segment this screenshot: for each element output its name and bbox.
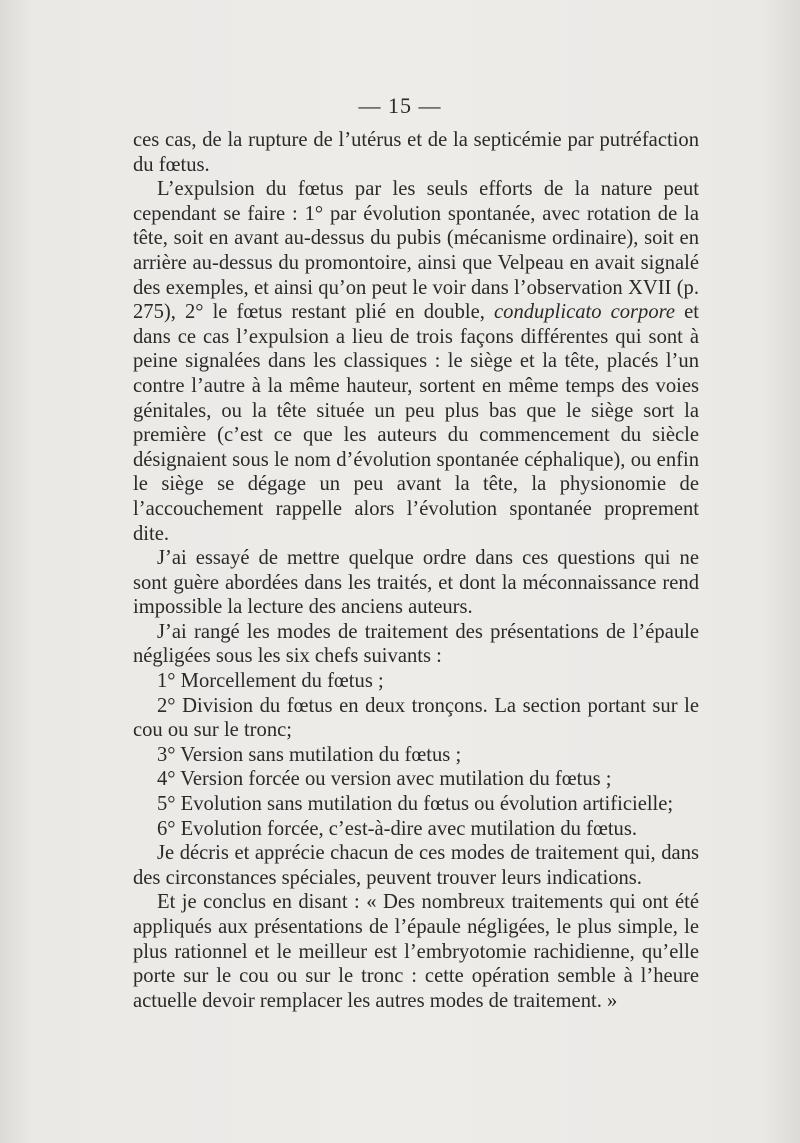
list-item: 3° Version sans mutilation du fœtus ; — [157, 743, 462, 766]
paragraph-modes-intro: J’ai rangé les modes de traitement des présentations de l’épaule négligées sous les six chefs suivants : — [133, 620, 699, 668]
list-item: 4° Version forcée ou version avec mutilation du fœtus ; — [157, 768, 612, 791]
paragraph-conclusion: Et je conclus en disant : « Des nombreux traitements qui ont été appliqués aux présentations de l’épaule négligées, le plus simple, le plus rationnel et le meilleur est l’embryotomie rachidienne, qu’elle porte sur le cou ou sur le tronc : cette opération semble à l’heure actuelle devoir remplacer les autres modes de traitement. » — [133, 891, 699, 1012]
paragraph-expulsion — [133, 177, 699, 546]
list-item: 1° Morcellement du fœtus ; — [157, 670, 384, 693]
list-item: 6° Evolution forcée, c’est-à-dire avec mutilation du fœtus. — [157, 817, 638, 840]
paragraph-description: Je décris et apprécie chacun de ces modes de traitement qui, dans des circonstances spéciales, peuvent trouver leurs indications. — [133, 842, 699, 889]
paragraph-continuation: ces cas, de la rupture de l’utérus et de la septicémie par putréfaction du fœtus. — [133, 129, 699, 176]
list-item: 2° Division du fœtus en deux tronçons. La section portant sur le cou ou sur le tronc; — [133, 694, 699, 742]
paragraph-expulsion-part2: et dans ce cas l’expulsion a lieu de trois façons différentes qui sont à peine signalées dans les classiques : le siège et la tête, placés l’un contre l’autre à la même hauteur, sortent en même temps des voies génitales, ou la tête située un peu plus bas que le siège sort la première (c’est ce que les auteurs du commencement du siècle désignaient sous le nom d’évolution spontanée céphalique), ou enfin le siège se dégage un peu avant la tête, la physionomie de l’accouchement rappelle alors l’évolution spontanée proprement dite. — [133, 301, 699, 545]
list-item: 5° Evolution sans mutilation du fœtus ou évolution artificielle; — [157, 793, 674, 816]
body-text — [133, 128, 699, 1013]
paragraph-order: J’ai essayé de mettre quelque ordre dans ces questions qui ne sont guère abordées dans les traités, et dont la méconnaissance rend impossible la lecture des anciens auteurs. — [133, 547, 699, 619]
page-number: — 15 — — [358, 93, 442, 118]
latin-term: conduplicato corpore — [494, 301, 676, 324]
paragraph-expulsion-part1: L’expulsion du fœtus par les seuls efforts de la nature peut cependant se faire : 1° par évolution spontanée, avec rotation de la tête, soit en avant au-dessus du pubis (mécanisme ordinaire), soit en arrière au-dessus du promontoire, ainsi que Velpeau en avait signalé des exemples, et ainsi qu’on peut le voir dans l’observation XVII (p. 275), 2° le fœtus restant plié en double, — [133, 178, 699, 324]
